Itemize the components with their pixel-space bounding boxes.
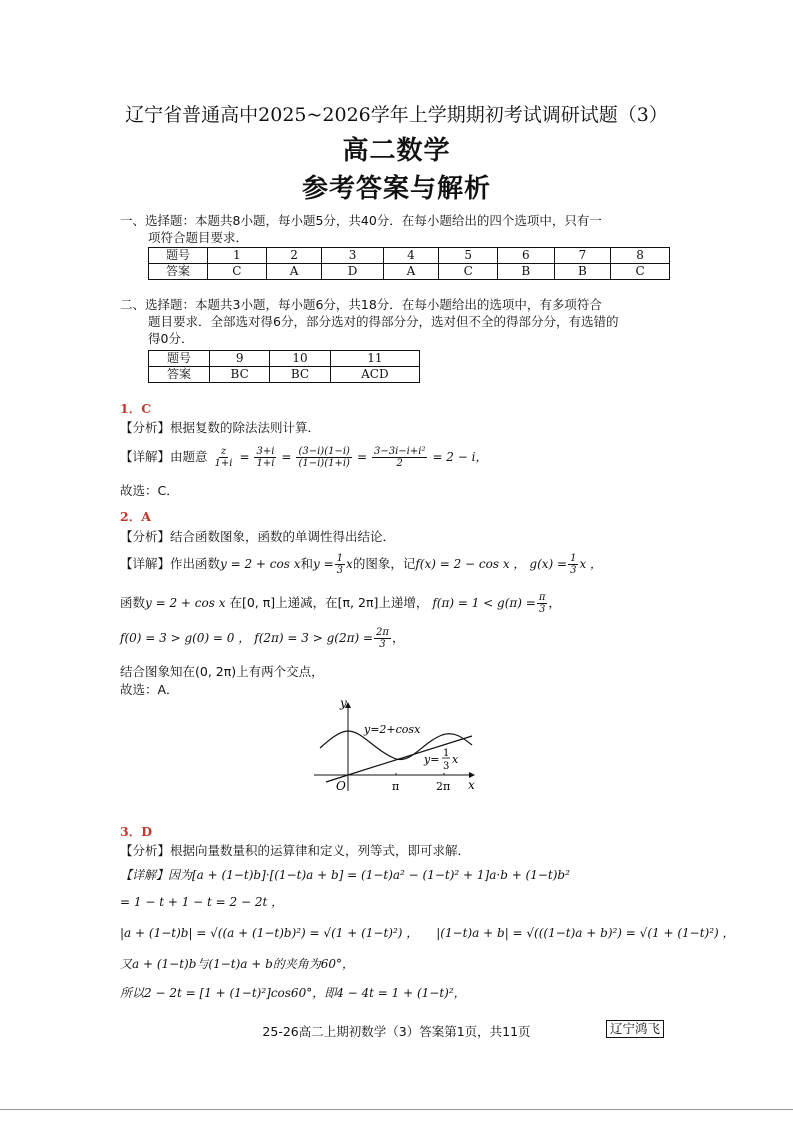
q2-detail-line1: 【详解】作出函数y = 2 + cos x和y = $\frac{1}{3}$ x的图象，记f(x) = 2 − cos x ， g(x) = $\frac{1}{3}$ x ， <box>120 553 603 576</box>
x-axis-label: x <box>468 778 475 792</box>
fraction: $\frac{1}{3}$ <box>336 553 344 576</box>
tick-pi-label: π <box>392 780 400 793</box>
tick-2pi-label: 2π <box>436 780 451 793</box>
fraction: $\frac{\text{3−3i−i+i²}}{2}$ <box>373 446 426 469</box>
fraction: $\frac{1}{3}$ <box>570 553 577 576</box>
q3-detail-line4: 又a + (1−t)b与(1−t)a + b的夹角为60°， <box>120 957 355 971</box>
table-row: 答案 C A D A C B B C <box>149 264 670 280</box>
brand-stamp: 辽宁鸿飞 <box>606 1020 664 1038</box>
subject-title: 高二数学 <box>342 136 451 166</box>
q1-conclusion: 故选：C． <box>120 483 179 498</box>
fraction: $\frac{\pi}{3}$ <box>538 592 546 615</box>
q2-detail-line3: f(0) = 3 > g(0) = 0 ， f(2π) = 3 > g(2π) = $\frac{2\pi}{3}$ ， <box>120 627 405 650</box>
function-graph <box>312 695 492 795</box>
section1-answer-table <box>148 247 670 280</box>
line-label-numerator: 1 <box>443 748 450 759</box>
q2-detail-line2: 函数y = 2 + cos x 在[0, π]上递减，在[π, 2π]上递增， f(π) = 1 < g(π) = $\frac{\pi}{3}$ ， <box>120 592 561 615</box>
q3-analysis: 【分析】根据向量数量积的运算律和定义，列等式，即可求解． <box>120 843 471 858</box>
q1-label: 1．C <box>120 401 152 416</box>
fraction: $\frac{(3-i)(1-i)}{(1-i)(1+i)}$ <box>298 446 350 469</box>
table-row: 答案 BC BC ACD <box>149 367 420 383</box>
y-axis-label: y <box>340 696 347 710</box>
table-row: 题号 9 10 11 <box>149 351 420 367</box>
q3-detail-line1: 【详解】因为[a + (1−t)b]·[(1−t)a + b] = (1−t)a² − (1−t)² + 1]a·b + (1−t)b² <box>120 868 570 882</box>
line-label-prefix: y= <box>424 753 440 766</box>
line-label-denominator: 3 <box>443 761 450 772</box>
section2-heading: 二、选择题：本题共3小题，每小题6分，共18分．在每小题给出的选项中，有多项符合 题目要求．全部选对得6分，部分选对的得部分分，选对但不全的得部分分，有选错的 得0分． <box>120 297 619 346</box>
fraction: $\frac{2\pi}{3}$ <box>376 627 389 650</box>
origin-label: O <box>336 779 346 793</box>
q3-detail-line3: |a + (1−t)b| = √((a + (1−t)b)²) = √(1 + (1−t)²) ， |(1−t)a + b| = √(((1−t)a + b)²) = √(1 + (1−t)²) ， <box>120 926 735 940</box>
fraction: $\frac{3+i}{1+i}$ <box>256 446 275 469</box>
fraction: $\frac{z}{1+i}$ <box>214 446 233 469</box>
table-row: 题号 1 2 3 4 5 6 7 8 <box>149 248 670 264</box>
q3-label: 3．D <box>120 824 153 839</box>
section2-answer-table <box>148 350 420 383</box>
bottom-divider <box>0 1109 793 1110</box>
q2-analysis: 【分析】结合函数图象，函数的单调性得出结论． <box>120 529 396 544</box>
q1-detail: 【详解】由题意 $\frac{z}{1+i}$ = $\frac{3+i}{1+i}$ = $\frac{(3-i)(1-i)}{(1-i)(1+i)}$ = $\frac{\text{3−3i−i+i²}}{2}$ = 2 − i， <box>120 446 488 469</box>
q3-detail-line5: 所以2 − 2t = [1 + (1−t)²]cos60°，即4 − 4t = 1 + (1−t)²， <box>120 986 466 1000</box>
q1-analysis: 【分析】根据复数的除法法则计算． <box>120 420 321 435</box>
q2-conclusion: 故选：A． <box>120 682 179 697</box>
curve-label: y=2+cosx <box>364 723 421 736</box>
exam-title: 辽宁省普通高中2025~2026学年上学期期初考试调研试题（3） <box>125 104 668 126</box>
q2-detail-line4: 结合图象知在(0, 2π)上有两个交点， <box>120 664 324 679</box>
document-title: 参考答案与解析 <box>301 174 491 204</box>
q3-detail-line2: = 1 − t + 1 − t = 2 − 2t ， <box>120 895 284 909</box>
line-label-suffix: x <box>452 753 459 766</box>
q2-label: 2．A <box>120 509 151 524</box>
page-footer: 25-26高二上期初数学（3）答案第1页，共11页 <box>262 1024 531 1039</box>
section1-heading: 一、选择题：本题共8小题，每小题5分，共40分．在每小题给出的四个选项中，只有一 项符合题目要求． <box>120 213 602 245</box>
